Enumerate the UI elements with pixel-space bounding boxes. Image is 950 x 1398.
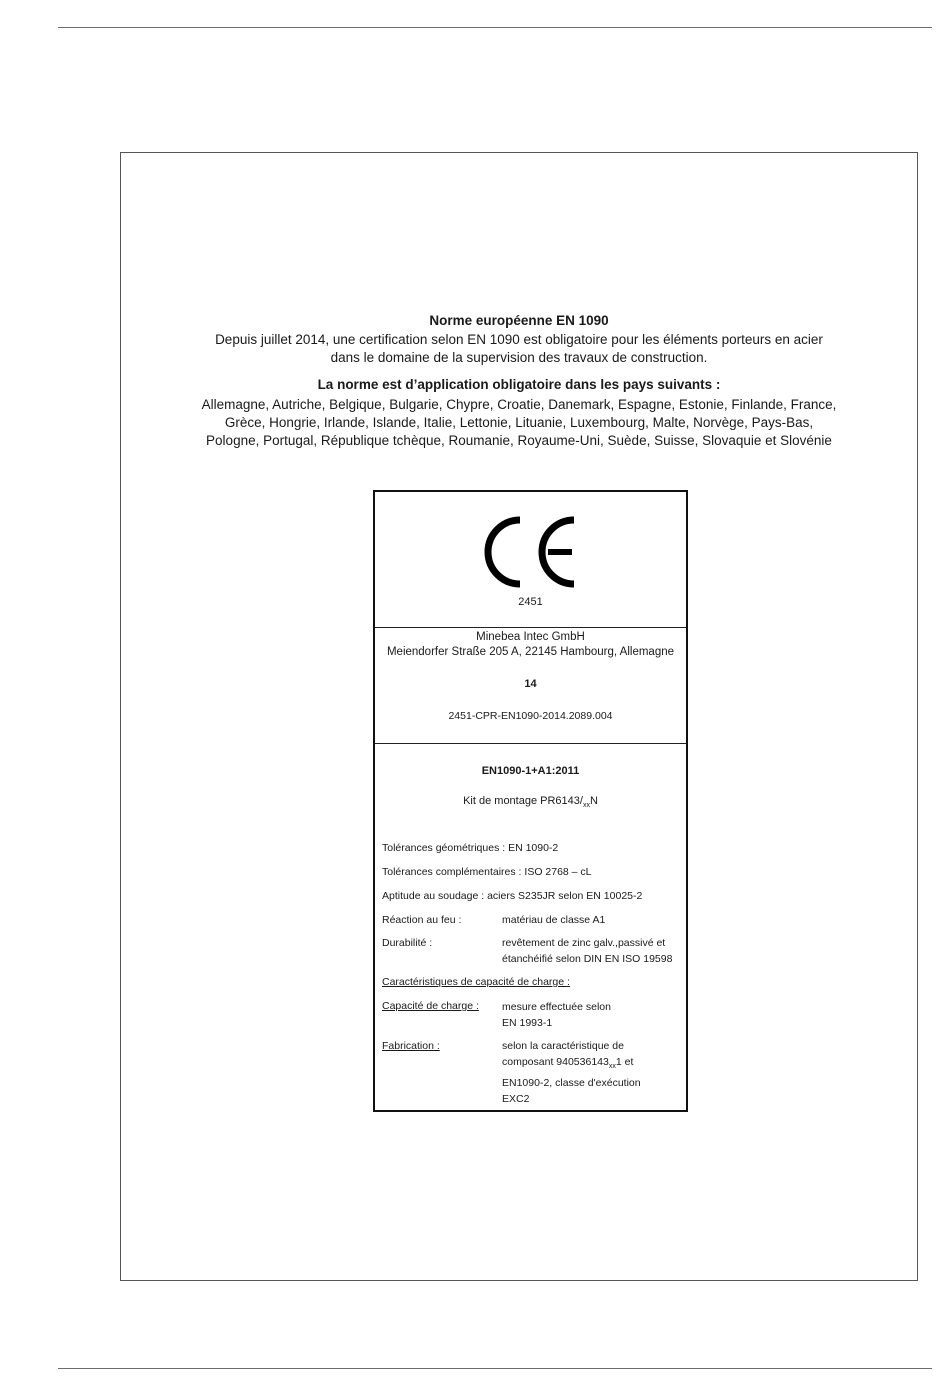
product-section (375, 743, 686, 1110)
year-of-marking: 14 (524, 678, 537, 690)
footer-rule (58, 1368, 932, 1369)
fabrication-value-line-3: EN1090-2, classe d'exécution (502, 1077, 641, 1090)
countries-line-1: Allemagne, Autriche, Belgique, Bulgarie, Chypre, Croatie, Danemark, Espagne, Estonie, Finlande, France, (201, 397, 837, 412)
manufacturer-section (375, 627, 686, 744)
ce-marking-label (373, 490, 688, 1112)
durability-key: Durabilité : (382, 937, 433, 949)
intro-block (121, 311, 917, 450)
countries-line-2: Grèce, Hongrie, Irlande, Islande, Italie, Lettonie, Lituanie, Luxembourg, Malte, Norvège, Pays-Bas, (224, 415, 814, 430)
geometric-tolerances: Tolérances géométriques : EN 1090-2 (382, 842, 559, 854)
capacity-value-line-2: EN 1993-1 (502, 1017, 553, 1029)
component-suffix: 1 et (615, 1056, 634, 1068)
component-prefix: composant 940536143 (502, 1056, 609, 1068)
fabrication-value (502, 1038, 641, 1107)
capacity-value-line-1: mesure effectuée selon (502, 1001, 611, 1013)
manufacturer-block (375, 630, 686, 660)
capacity-value (502, 999, 611, 1031)
durability-value (502, 935, 672, 967)
intro-title: Norme européenne EN 1090 (429, 313, 609, 328)
content-frame (120, 152, 918, 1281)
standard-reference: EN1090-1+A1:2011 (481, 765, 580, 777)
header-rule (58, 27, 932, 28)
fabrication-value-line-1: selon la caractéristique de (502, 1040, 624, 1052)
component-subscript: xx (608, 1063, 616, 1071)
manufacturer-address: Meiendorfer Straße 205 A, 22145 Hambourg, Allemagne (386, 646, 675, 658)
manufacturer-name: Minebea Intec GmbH (476, 631, 585, 643)
intro-subtitle: La norme est d’application obligatoire dans les pays suivants : (317, 377, 721, 392)
fire-reaction-key: Réaction au feu : (382, 914, 462, 926)
product-name-prefix: Kit de montage PR6143/ (463, 795, 583, 807)
countries-line-3: Pologne, Portugal, République tchèque, Roumanie, Royaume-Uni, Suède, Suisse, Slovaquie et Slovénie (206, 433, 832, 448)
intro-paragraph-line-2: dans le domaine de la supervision des travaux de construction. (330, 350, 708, 365)
durability-value-line-2: étanchéifié selon DIN EN ISO 19598 (502, 953, 673, 965)
complementary-tolerances: Tolérances complémentaires : ISO 2768 – cL (382, 866, 592, 878)
welding-aptitude: Aptitude au soudage : aciers S235JR selon EN 10025-2 (382, 890, 643, 902)
product-name-suffix: N (589, 795, 598, 807)
capacity-key: Capacité de charge : (382, 1000, 479, 1012)
product-name (375, 795, 686, 809)
fire-reaction-value: matériau de classe A1 (502, 914, 606, 926)
ce-mark-icon (480, 516, 580, 588)
fabrication-value-line-4: EXC2 (502, 1093, 530, 1106)
notified-body-number: 2451 (518, 596, 543, 608)
ce-section (375, 492, 686, 628)
product-name-subscript: xx (582, 802, 590, 810)
intro-paragraph-line-1: Depuis juillet 2014, une certification selon EN 1090 est obligatoire pour les éléments porteurs en acier (215, 332, 823, 347)
load-capacity-heading: Caractéristiques de capacité de charge : (382, 976, 570, 988)
fabrication-value-line-2 (502, 1054, 641, 1075)
fabrication-key: Fabrication : (382, 1040, 440, 1052)
durability-value-line-1: revêtement de zinc galv.,passivé et (502, 937, 666, 949)
certificate-number: 2451-CPR-EN1090-2014.2089.004 (448, 710, 613, 722)
